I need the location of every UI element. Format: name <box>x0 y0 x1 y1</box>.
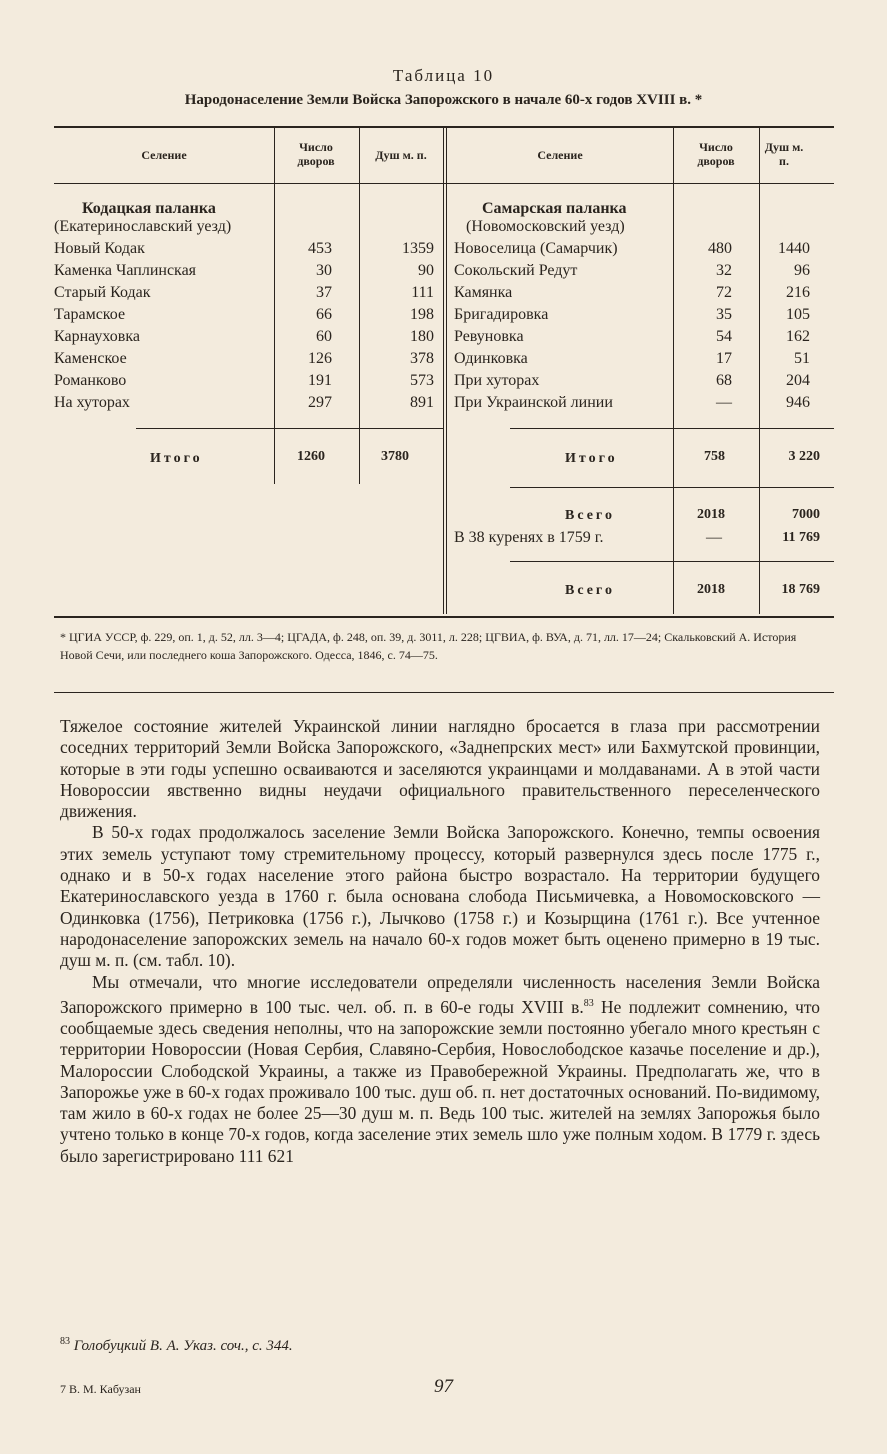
table-row-households: 54 <box>716 328 732 345</box>
table-row-name: Одинковка <box>454 350 528 367</box>
right-group-district: (Новомосковский уезд) <box>466 218 625 235</box>
table-row-name: Романково <box>54 372 127 389</box>
right-total-households: 758 <box>704 449 725 464</box>
header-souls-right: Душ м. п. <box>764 140 804 168</box>
right-kurens-label: В 38 куренях в 1759 г. <box>454 529 604 546</box>
footnote-rule <box>54 692 834 693</box>
table-row-households: 17 <box>716 350 732 367</box>
table-row-households: 30 <box>316 262 332 279</box>
table-row-souls: 51 <box>794 350 810 367</box>
table-row-souls: 216 <box>786 284 810 301</box>
table-row-households: 297 <box>308 394 332 411</box>
footnote-83 <box>60 1336 293 1355</box>
table-bottom-rule <box>54 616 834 618</box>
table-row-name: Новоселица (Самарчик) <box>454 240 618 257</box>
table-row-souls: 180 <box>410 328 434 345</box>
table-row-name: Тарамское <box>54 306 126 323</box>
table-row-households: — <box>716 394 732 411</box>
right-total-souls: 3 220 <box>788 449 820 464</box>
right-total-label: Итого <box>565 451 618 466</box>
header-souls-left: Душ м. п. <box>375 148 427 162</box>
table-row-souls: 96 <box>794 262 810 279</box>
right-grand-label: Всего <box>565 583 615 598</box>
footnote-text: Голобуцкий В. А. Указ. соч., с. 344. <box>70 1338 293 1354</box>
footnote-mark: 83 <box>60 1336 70 1347</box>
table-row-name: Камянка <box>454 284 513 301</box>
table-row-souls: 90 <box>418 262 434 279</box>
paragraph: Тяжелое состояние жителей Украинской линии наглядно бросается в глаза при рассмотрении соседних территорий Земли Войска Запорожского, «Заднепрских мест» или Бахмутской провинции, которые в эти годы успешно осваиваются и заселяются украинцами и молдаванами. А в этой части Новороссии явственно видны неудачи официального правительственного переселенческого движения. <box>60 716 820 822</box>
right-grand-rule <box>510 561 834 562</box>
left-total-label: Итого <box>150 451 203 466</box>
table-row-name: Ревуновка <box>454 328 524 345</box>
paragraph: В 50-х годах продолжалось заселение Земли Войска Запорожского. Конечно, темпы освоения этих земель уступают тому стремительному процессу, который развернулся здесь после 1775 г., однако и в 50-х годах население этого района быстро возрастало. На территории будущего Екатеринославского уезда в 1760 г. была основана слобода Письмичевка, а Новомосковского — Одинковка (1756), Петриковка (1756 г.), Лычково (1758 г.) и Козырщина (1761 г.). Все учтенное народонаселение запорожских земель на начало 60-х годов может быть оценено примерно в 19 тыс. душ м. п. (см. табл. 10). <box>60 822 820 971</box>
right-grand-souls: 18 769 <box>781 582 820 597</box>
table-row-households: 191 <box>308 372 332 389</box>
left-total-households: 1260 <box>297 449 325 464</box>
table-title: Народонаселение Земли Войска Запорожского в начале 60-х годов XVIII в. * <box>184 92 703 108</box>
paragraph <box>60 972 820 1167</box>
left-total-rule <box>136 428 443 429</box>
table-row-households: 126 <box>308 350 332 367</box>
right-all-households: 2018 <box>697 507 725 522</box>
left-group-district: (Екатеринославский уезд) <box>54 218 232 235</box>
paragraph-text: Не подлежит сомнению, что сообщаемые здесь сведения неполны, что на запорожские земли постоянно убегало много крестьян с территории Новороссии (Новая Сербия, Славяно-Сербия, Новослободское казачье поселение и др.), Малороссии Слободской Украины, а также из Правобережной Украины. Предполагать же, что в Запорожье уже в 60-х годах проживало 100 тыс. душ об. п. нет достаточных оснований. По-видимому, там жило в 60-х годах не более 25—30 душ м. п. Ведь 100 тыс. жителей на землях Запорожья было учтено только в конце 70-х годов, когда заселение этих земель шло уже полным ходом. В 1779 г. здесь было зарегистрировано 111 621 <box>60 996 820 1166</box>
left-total-souls: 3780 <box>381 449 409 464</box>
table-row-souls: 573 <box>410 372 434 389</box>
table-row-name: При Украинской линии <box>454 394 613 411</box>
header-households-left: Число дворов <box>297 140 335 168</box>
table-row-souls: 198 <box>410 306 434 323</box>
table-row-households: 35 <box>716 306 732 323</box>
table-row-souls: 1359 <box>402 240 434 257</box>
header-settlement-right: Селение <box>537 148 583 162</box>
left-group-name: Кодацкая паланка <box>82 200 216 217</box>
center-divider <box>446 128 447 614</box>
table-row-name: Бригадировка <box>454 306 549 323</box>
table-row-households: 37 <box>316 284 332 301</box>
table-row-name: Карнауховка <box>54 328 140 345</box>
right-grand-households: 2018 <box>697 582 725 597</box>
table-row-souls: 204 <box>786 372 810 389</box>
table-row-name: Каменское <box>54 350 127 367</box>
table-row-name: Каменка Чаплинская <box>54 262 197 279</box>
body-text <box>60 716 820 1167</box>
page-number: 97 <box>434 1376 453 1397</box>
footnote-ref[interactable]: 83 <box>583 997 594 1009</box>
table-row-name: При хуторах <box>454 372 540 389</box>
table-header-rule <box>54 183 834 184</box>
right-all-souls: 7000 <box>792 507 820 522</box>
table-row-households: 72 <box>716 284 732 301</box>
table-caption: Таблица 10 <box>392 66 495 85</box>
right-kurens-households: — <box>706 529 722 546</box>
table-row-souls: 891 <box>410 394 434 411</box>
paragraph-text: Мы отмечали, что многие исследователи определяли численность населения Земли Войска Запорожского примерно в 100 тыс. чел. об. п. в 60-е годы XVIII в. <box>60 971 820 1017</box>
table-row-households: 453 <box>308 240 332 257</box>
center-divider <box>443 128 444 614</box>
table-row-households: 68 <box>716 372 732 389</box>
table-row-souls: 378 <box>410 350 434 367</box>
header-settlement-left: Селение <box>141 148 187 162</box>
table-row-households: 480 <box>708 240 732 257</box>
printer-signature: 7 В. М. Кабузан <box>60 1382 141 1396</box>
right-all-label: Всего <box>565 508 615 523</box>
table-row-souls: 946 <box>786 394 810 411</box>
table-footnote: * ЦГИА УССР, ф. 229, оп. 1, д. 52, лл. 3—4; ЦГАДА, ф. 248, оп. 39, д. 3011, л. 228; ЦГВИА, ф. ВУА, д. 71, лл. 17—24; Скальковский А. История Новой Сечи, или последнего коша Запорожского. Одесса, 1846, с. 74—75. <box>60 630 797 662</box>
table-row-households: 66 <box>316 306 332 323</box>
table-row-households: 60 <box>316 328 332 345</box>
table-row-souls: 1440 <box>778 240 810 257</box>
right-group-name: Самарская паланка <box>482 200 627 217</box>
table-row-name: Старый Кодак <box>54 284 151 301</box>
right-total-rule <box>510 428 834 429</box>
table-row-souls: 162 <box>786 328 810 345</box>
table-top-rule <box>54 126 834 128</box>
table-row-name: На хуторах <box>54 394 130 411</box>
table-row-name: Новый Кодак <box>54 240 145 257</box>
right-kurens-souls: 11 769 <box>782 530 820 545</box>
table-row-souls: 105 <box>786 306 810 323</box>
table-row-households: 32 <box>716 262 732 279</box>
table-row-name: Сокольский Редут <box>454 262 578 279</box>
table-row-souls: 111 <box>411 284 434 301</box>
right-all-rule <box>510 487 834 488</box>
header-households-right: Число дворов <box>697 140 735 168</box>
